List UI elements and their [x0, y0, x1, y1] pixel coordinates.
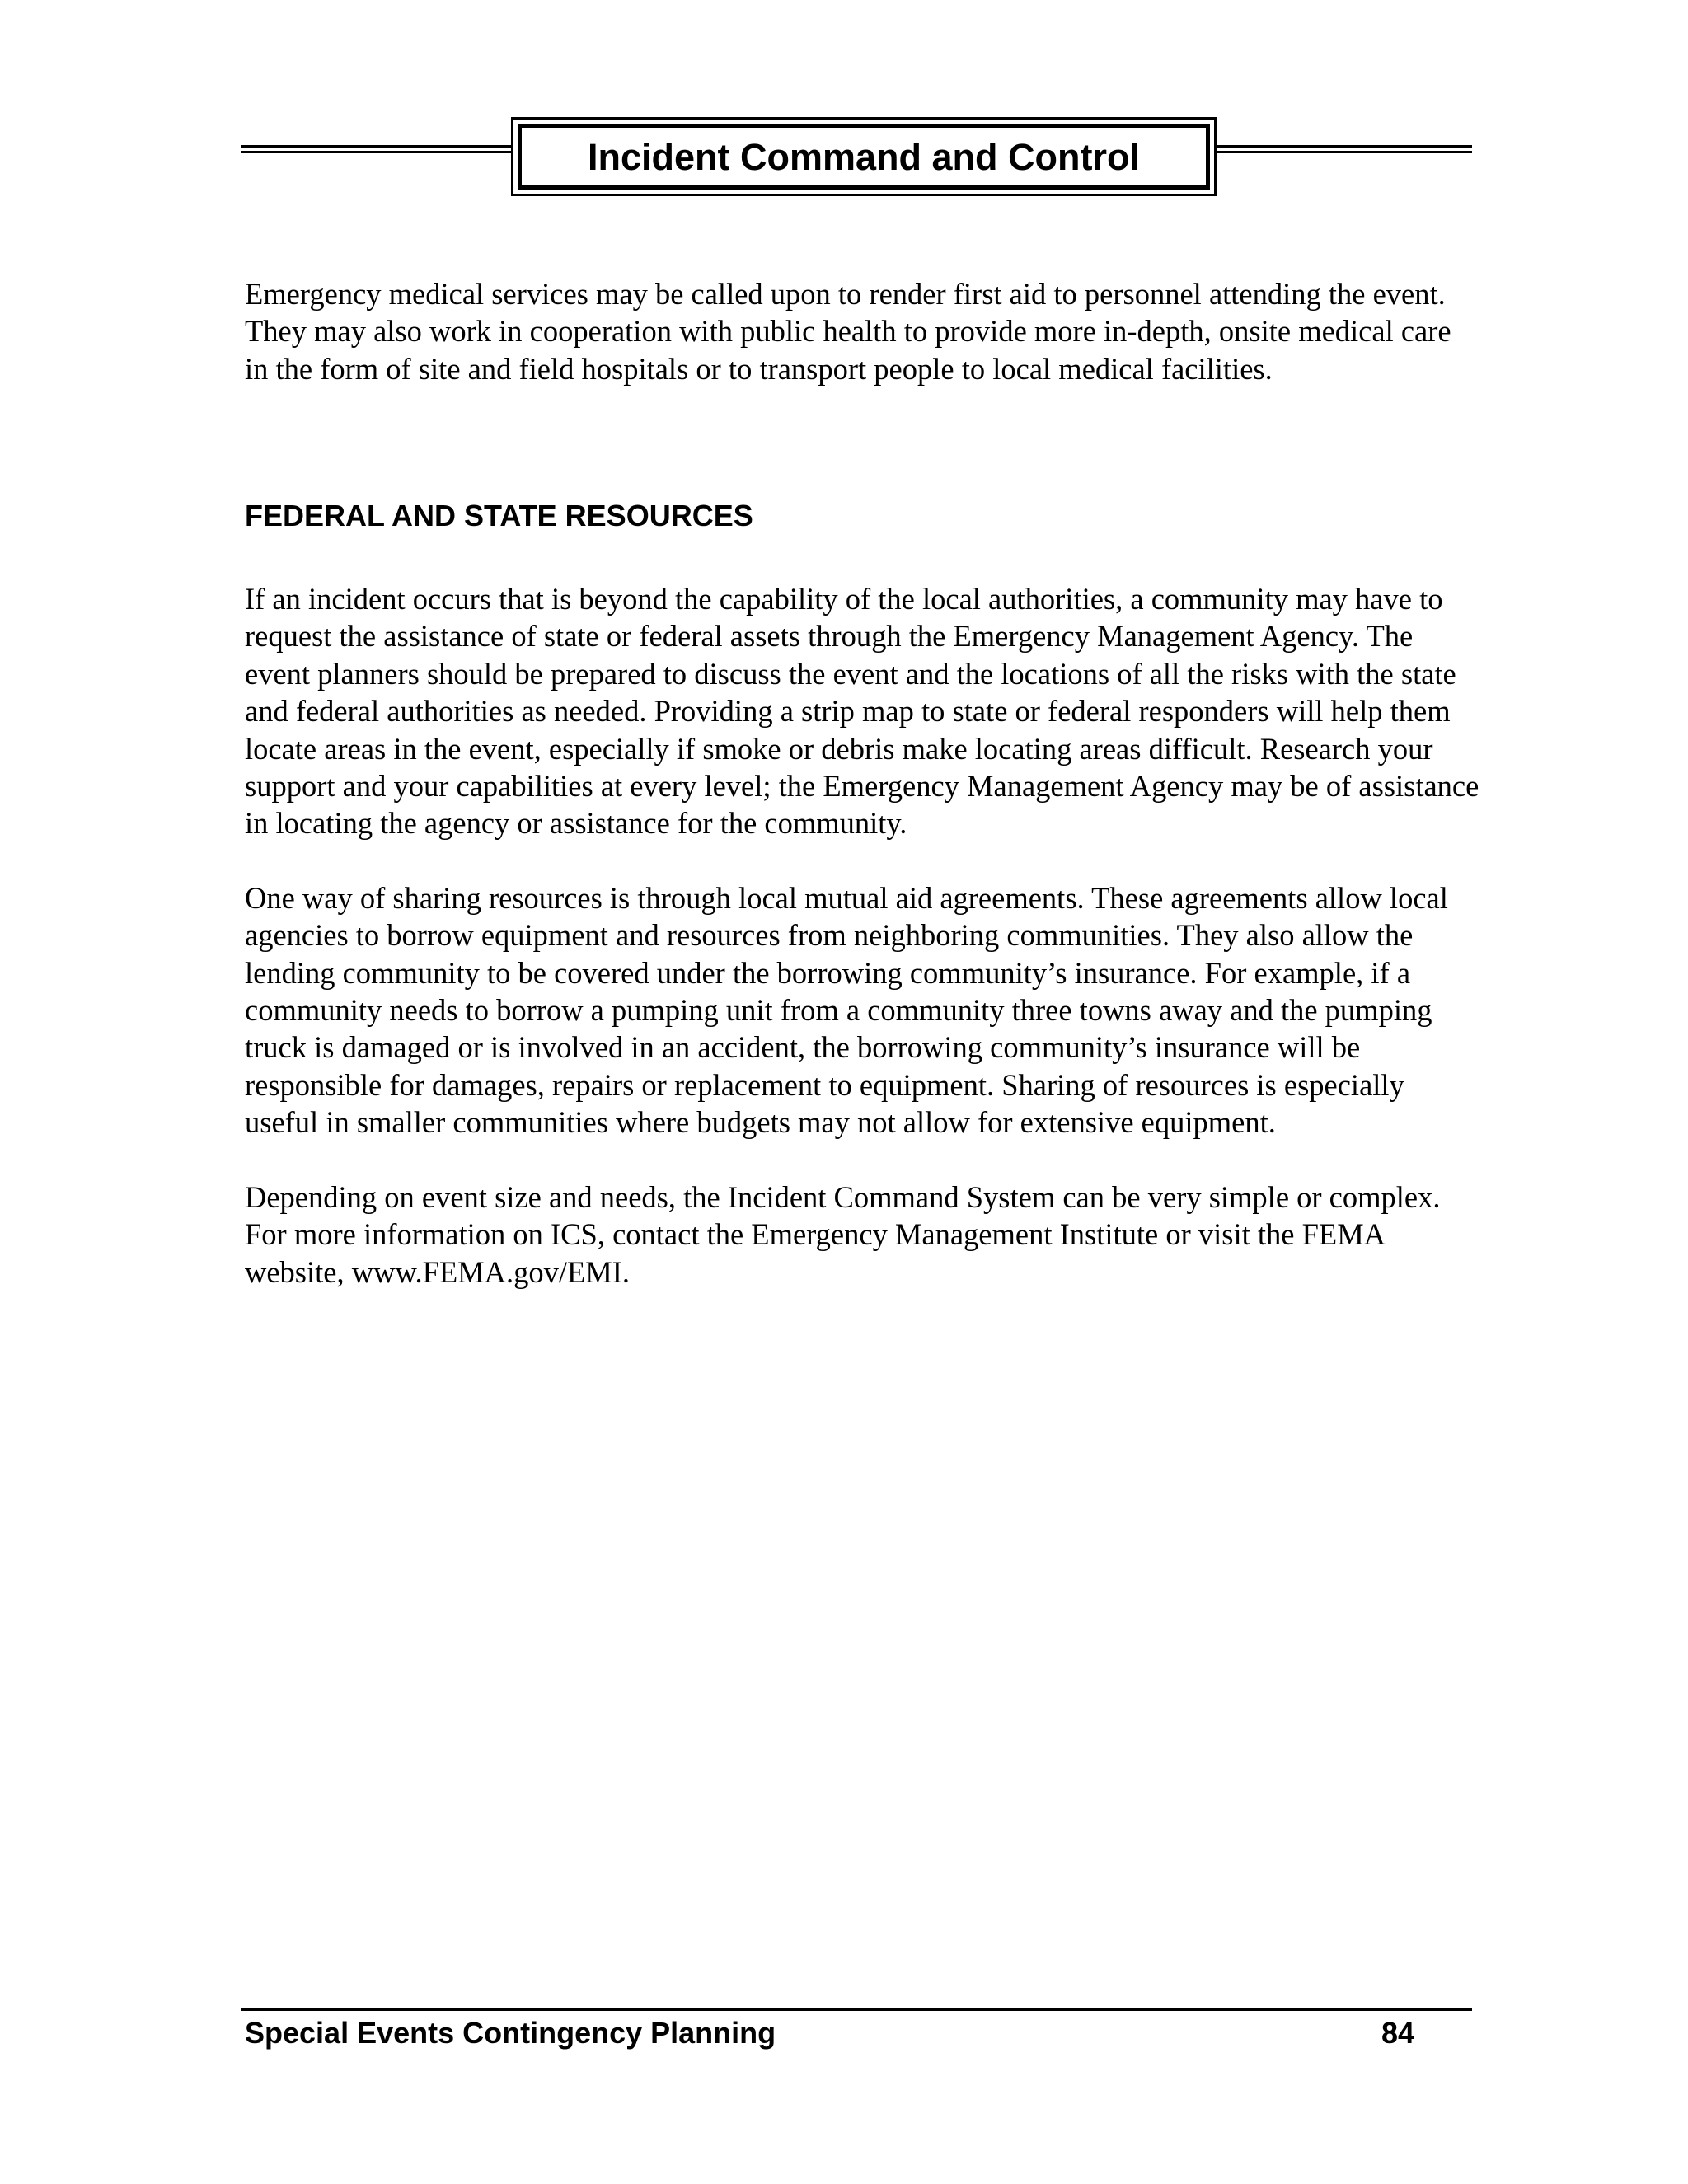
body-paragraph: If an incident occurs that is beyond the capability of the local authorities, a community may have to request the assistance of state or federal assets through the Emergency Management Agency. The event planners should be prepared to discuss the event and the locations of all the risks with the state and federal authorities as needed. Providing a strip map to state or federal responders will help them locate areas in the event, especially if smoke or debris make locating areas difficult. Research your support and your capabilities at every level; the Emergency Management Agency may be of assistance in locating the agency or assistance for the community.	[245, 582, 1479, 841]
section-heading-federal-state: FEDERAL AND STATE RESOURCES	[245, 499, 753, 532]
body-paragraph: One way of sharing resources is through local mutual aid agreements. These agreements allow local agencies to borrow equipment and resources from neighboring communities. They also allow the lending community to be covered under the borrowing community’s insurance. For example, if a community needs to borrow a pumping unit from a community three towns away and the pumping truck is damaged or is involved in an accident, the borrowing community’s insurance will be responsible for damages, repairs or replacement to equipment. Sharing of resources is especially useful in smaller communities where budgets may not allow for extensive equipment.	[245, 880, 1448, 1140]
header-title-box-inner	[518, 124, 1210, 190]
page-title: Incident Command and Control	[588, 135, 1140, 178]
body-paragraph: Depending on event size and needs, the Incident Command System can be very simple or complex. For more information on ICS, contact the Emergency Management Institute or visit the FEMA website, www.FEMA.gov/EMI.	[245, 1179, 1441, 1289]
page-header	[241, 117, 1472, 199]
header-rule-left	[241, 145, 511, 153]
header-rule-right	[1215, 145, 1472, 153]
header-title-box	[511, 117, 1217, 196]
footer-document-title: Special Events Contingency Planning	[245, 2016, 776, 2050]
footer-row	[241, 2011, 1472, 2055]
page-number: 84	[1381, 2016, 1415, 2050]
intro-paragraph: Emergency medical services may be called upon to render first aid to personnel attending the event. They may also work in cooperation with public health to provide more in-depth, onsite medical care in the form of site and field hospitals or to transport people to local medical facilities.	[245, 277, 1451, 386]
page-footer	[241, 2008, 1472, 2055]
section-body-federal-state	[245, 580, 1481, 1291]
